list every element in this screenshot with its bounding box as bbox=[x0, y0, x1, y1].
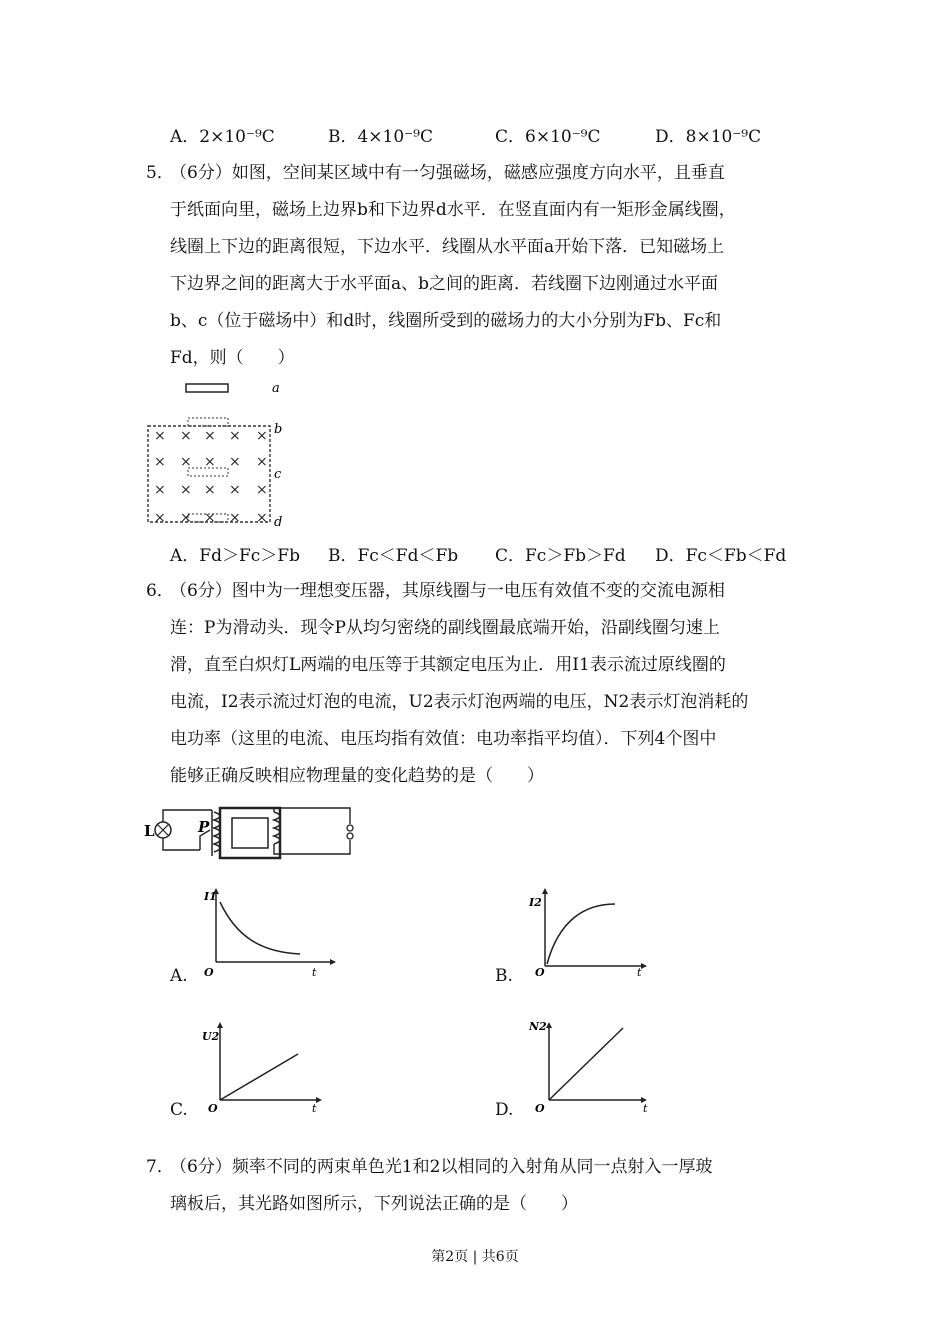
q5-line-3: 线圈上下边的距离很短，下边水平．线圈从水平面a开始下落．已知磁场上 bbox=[170, 237, 725, 257]
q7-number: 7． bbox=[146, 1157, 174, 1177]
field-x-mark: × bbox=[180, 510, 192, 526]
q6-graph-c bbox=[200, 1014, 340, 1114]
graph-a-curve bbox=[220, 902, 300, 954]
q4-option-b: B．4×10⁻⁹C bbox=[328, 127, 433, 147]
q5-option-d: D．Fc＜Fb＜Fd bbox=[655, 546, 787, 566]
coil-at-b bbox=[188, 418, 228, 426]
q6-graph-a-option: A. bbox=[170, 966, 188, 986]
q5-line-4: 下边界之间的距离大于水平面a、b之间的距离．若线圈下边刚通过水平面 bbox=[170, 274, 719, 294]
field-x-mark: × bbox=[204, 482, 216, 498]
q6-line-4: 电流，I2表示流过灯泡的电流，U2表示灯泡两端的电压，N2表示灯泡消耗的 bbox=[170, 692, 749, 712]
q5-line-2: 于纸面向里，磁场上边界b和下边界d水平．在竖直面内有一矩形金属线圈， bbox=[170, 200, 736, 220]
q6-line-1: （6分）图中为一理想变压器，其原线圈与一电压有效值不变的交流电源相 bbox=[170, 581, 725, 601]
q4-option-d: D．8×10⁻⁹C bbox=[655, 127, 762, 147]
field-x-mark: × bbox=[256, 454, 268, 470]
q6-line-3: 滑，直至白炽灯L两端的电压等于其额定电压为止．用I1表示流过原线圈的 bbox=[170, 655, 726, 675]
q6-line-2: 连：P为滑动头．现令P从均匀密绕的副线圈最底端开始，沿副线圈匀速上 bbox=[170, 618, 720, 638]
field-x-mark: × bbox=[229, 482, 241, 498]
secondary-coil bbox=[212, 810, 220, 856]
graph-d-xlabel: t bbox=[643, 1102, 648, 1114]
field-x-mark: × bbox=[229, 428, 241, 444]
ac-terminal-bottom bbox=[347, 833, 353, 839]
field-x-mark: × bbox=[256, 428, 268, 444]
q6-graph-d-option: D. bbox=[495, 1100, 514, 1120]
q5-option-b: B．Fc＜Fd＜Fb bbox=[328, 546, 459, 566]
q6-number: 6． bbox=[146, 581, 174, 601]
graph-d-origin: O bbox=[535, 1102, 545, 1114]
q6-graph-d bbox=[525, 1014, 665, 1114]
slider-label: P bbox=[198, 818, 210, 836]
field-x-marks bbox=[154, 428, 268, 526]
field-x-mark: × bbox=[229, 510, 241, 526]
q6-line-6: 能够正确反映相应物理量的变化趋势的是（ ） bbox=[170, 766, 544, 786]
q5-magnetic-field-figure bbox=[140, 378, 300, 530]
field-x-mark: × bbox=[204, 510, 216, 526]
ac-terminal-top bbox=[347, 825, 353, 831]
q5-line-1: （6分）如图，空间某区域中有一匀强磁场，磁感应强度方向水平，且垂直 bbox=[170, 163, 725, 183]
q5-line-5: b、c（位于磁场中）和d时，线圈所受到的磁场力的大小分别为Fb、Fc和 bbox=[170, 311, 722, 331]
q7-line-2: 璃板后，其光路如图所示，下列说法正确的是（ ） bbox=[170, 1194, 578, 1214]
graph-d-line bbox=[549, 1028, 623, 1100]
page-footer: 第2页 | 共6页 bbox=[431, 1249, 519, 1265]
coil-at-a bbox=[186, 384, 228, 392]
graph-b-xlabel: t bbox=[637, 966, 642, 979]
label-c: c bbox=[274, 467, 282, 482]
field-x-mark: × bbox=[180, 428, 192, 444]
q6-line-5: 电功率（这里的电流、电压均指有效值：电功率指平均值）．下列4个图中 bbox=[170, 729, 717, 749]
label-d: d bbox=[274, 515, 283, 530]
graph-a-origin: O bbox=[204, 966, 214, 979]
transformer-core bbox=[220, 808, 280, 858]
q6-graph-a bbox=[200, 880, 340, 980]
graph-b-ylabel: I2 bbox=[529, 896, 542, 909]
graph-c-xlabel: t bbox=[312, 1102, 317, 1114]
graph-a-ylabel: I1 bbox=[204, 890, 217, 903]
graph-a-xlabel: t bbox=[312, 966, 317, 979]
q4-option-c: C．6×10⁻⁹C bbox=[495, 127, 601, 147]
q6-graph-b-option: B. bbox=[495, 966, 513, 986]
label-a: a bbox=[272, 381, 280, 396]
field-x-mark: × bbox=[154, 510, 166, 526]
q6-graph-b bbox=[525, 880, 665, 980]
field-x-mark: × bbox=[204, 428, 216, 444]
field-x-mark: × bbox=[229, 454, 241, 470]
graph-c-origin: O bbox=[208, 1102, 218, 1114]
field-x-mark: × bbox=[256, 482, 268, 498]
label-b: b bbox=[274, 422, 283, 437]
field-x-mark: × bbox=[180, 482, 192, 498]
field-x-mark: × bbox=[154, 454, 166, 470]
field-x-mark: × bbox=[204, 454, 216, 470]
field-x-mark: × bbox=[256, 510, 268, 526]
graph-c-ylabel: U2 bbox=[202, 1030, 220, 1043]
lamp-label: L bbox=[144, 822, 155, 840]
graph-b-origin: O bbox=[535, 966, 545, 979]
q5-option-c: C．Fc＞Fb＞Fd bbox=[495, 546, 626, 566]
graph-b-curve bbox=[547, 904, 615, 964]
field-x-mark: × bbox=[154, 482, 166, 498]
q7-line-1: （6分）频率不同的两束单色光1和2以相同的入射角从同一点射入一厚玻 bbox=[170, 1157, 713, 1177]
q6-graph-c-option: C. bbox=[170, 1100, 188, 1120]
graph-c-line bbox=[220, 1054, 298, 1100]
q5-number: 5． bbox=[146, 163, 174, 183]
field-x-mark: × bbox=[154, 428, 166, 444]
q4-option-a: A．2×10⁻⁹C bbox=[170, 127, 275, 147]
field-x-mark: × bbox=[180, 454, 192, 470]
q5-option-a: A．Fd＞Fc＞Fb bbox=[170, 546, 300, 566]
q6-transformer-circuit bbox=[140, 800, 360, 864]
q5-line-6: Fd，则（ ） bbox=[170, 348, 295, 368]
graph-d-ylabel: N2 bbox=[529, 1020, 547, 1033]
